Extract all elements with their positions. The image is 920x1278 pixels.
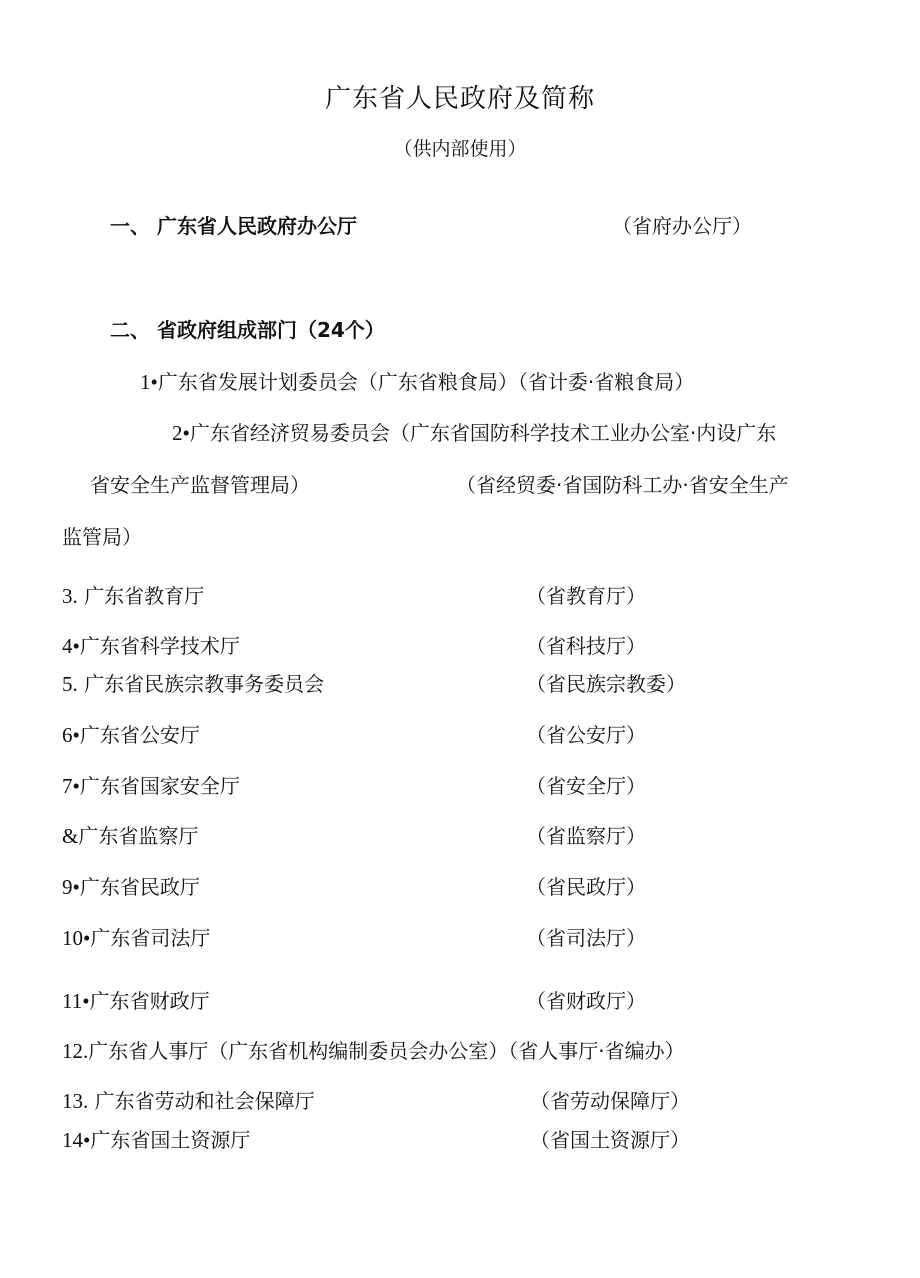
item-number: 6• bbox=[62, 723, 80, 747]
item-name: 广东省公安厅 bbox=[79, 723, 200, 747]
page-title: 广东省人民政府及简称 bbox=[324, 84, 595, 114]
item-name: 广东省发展计划委员会（广东省粮食局）（省计委·省粮食局） bbox=[157, 370, 695, 394]
item-number: 9• bbox=[62, 875, 80, 899]
item-number: 11• bbox=[62, 989, 90, 1013]
list-item bbox=[62, 928, 210, 949]
item-name: 广东省科学技术厅 bbox=[79, 634, 240, 658]
item-abbr-line3: 监管局） bbox=[62, 525, 142, 549]
section2-name: 省政府组成部门（24个） bbox=[156, 318, 385, 342]
section2-heading bbox=[110, 320, 385, 340]
item-name: 广东省国家安全厅 bbox=[79, 774, 240, 798]
item-number: 14• bbox=[62, 1128, 91, 1152]
item-name: 广东省民政厅 bbox=[79, 875, 200, 899]
list-item bbox=[62, 725, 200, 746]
section1-abbr: （省府办公厅） bbox=[612, 214, 752, 238]
list-item bbox=[172, 423, 776, 444]
list-item bbox=[62, 776, 240, 797]
item-abbr: （省劳动保障厅） bbox=[530, 1089, 690, 1113]
list-item bbox=[140, 372, 694, 393]
item-number: 12. bbox=[62, 1039, 89, 1063]
list-item bbox=[62, 1041, 685, 1062]
section2-number: 二、 bbox=[110, 318, 150, 342]
item-abbr: （省财政厅） bbox=[526, 989, 646, 1013]
item-abbr: （省科技厅） bbox=[526, 634, 646, 658]
item-abbr: （省监察厅） bbox=[526, 824, 646, 848]
item-number: 3. bbox=[62, 584, 78, 608]
page-subtitle: （供内部使用） bbox=[393, 138, 527, 160]
section1-heading bbox=[110, 216, 357, 236]
item-number: 7• bbox=[62, 774, 80, 798]
item-name: 广东省财政厅 bbox=[89, 989, 210, 1013]
item-abbr: （省司法厅） bbox=[526, 926, 646, 950]
item-abbr: （省安全厅） bbox=[526, 774, 646, 798]
item-number: 4• bbox=[62, 634, 80, 658]
item-name: 广东省监察厅 bbox=[78, 824, 199, 848]
item-number: 13. bbox=[62, 1089, 89, 1113]
item-abbr: （省教育厅） bbox=[526, 584, 646, 608]
section1-name: 广东省人民政府办公厅 bbox=[156, 214, 357, 238]
item-number: 10• bbox=[62, 926, 91, 950]
list-item bbox=[62, 991, 210, 1012]
item-name: 广东省民族宗教事务委员会 bbox=[84, 672, 325, 696]
item-name: 广东省国土资源厅 bbox=[90, 1128, 251, 1152]
list-item bbox=[62, 586, 204, 607]
list-item bbox=[62, 1091, 315, 1112]
item-abbr: （省国土资源厅） bbox=[530, 1128, 690, 1152]
item-name: 广东省司法厅 bbox=[90, 926, 211, 950]
list-item bbox=[62, 877, 200, 898]
item-name: 广东省劳动和社会保障厅 bbox=[94, 1089, 315, 1113]
item-name-line2a: 省安全生产监督管理局） bbox=[90, 473, 310, 497]
list-item bbox=[62, 636, 240, 657]
list-item bbox=[62, 674, 324, 695]
item-number: 5. bbox=[62, 672, 78, 696]
item-name-line1: 广东省经济贸易委员会（广东省国防科学技术工业办公室·内设广东 bbox=[189, 421, 777, 445]
item-abbr: （省民族宗教委） bbox=[526, 672, 686, 696]
item-abbr-line2b: （省经贸委·省国防科工办·省安全生产 bbox=[456, 473, 789, 497]
list-item bbox=[62, 826, 198, 847]
item-abbr: （省公安厅） bbox=[526, 723, 646, 747]
item-number: 1• bbox=[140, 370, 158, 394]
item-name: 广东省教育厅 bbox=[84, 584, 205, 608]
list-item bbox=[62, 1130, 250, 1151]
item-number: 2• bbox=[172, 421, 190, 445]
item-abbr: （省民政厅） bbox=[526, 875, 646, 899]
item-name: 广东省人事厅（广东省机构编制委员会办公室）（省人事厅·省编办） bbox=[88, 1039, 685, 1063]
section1-number: 一、 bbox=[110, 214, 150, 238]
item-number: & bbox=[62, 824, 79, 848]
